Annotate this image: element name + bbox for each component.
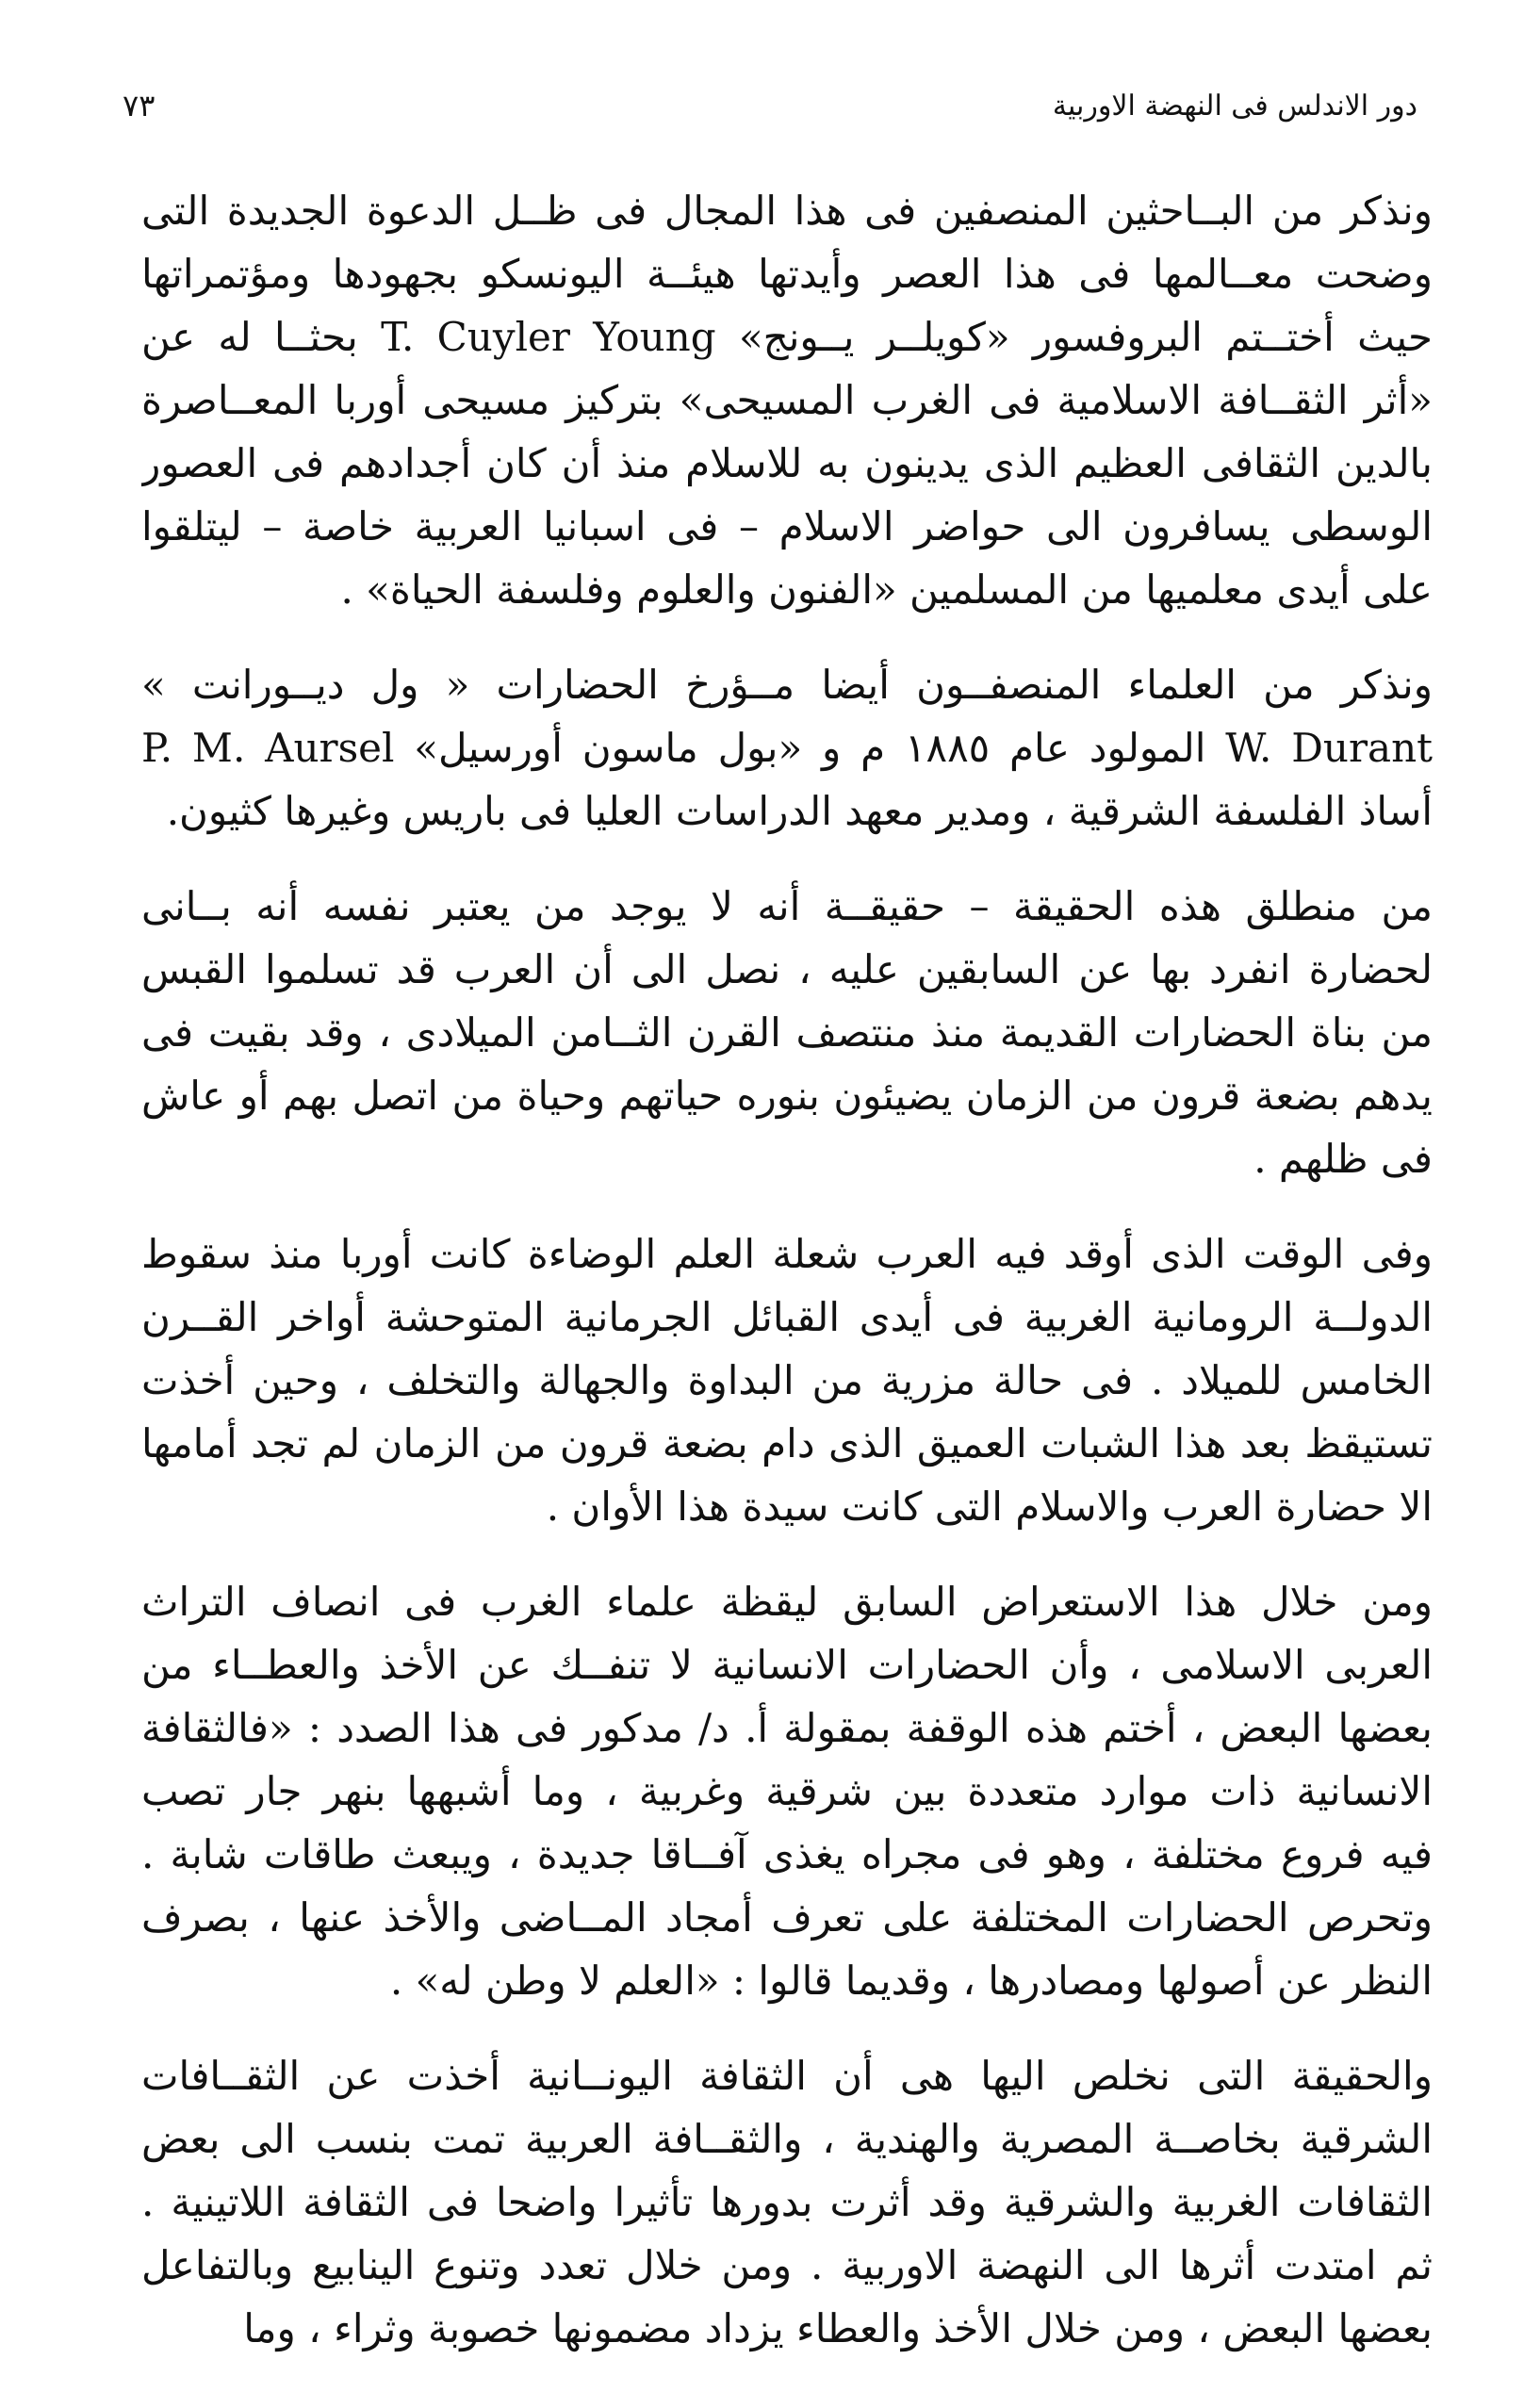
- running-title: دور الاندلس فى النهضة الاوربية: [1052, 89, 1417, 123]
- text-line: من بناة الحضارات القديمة منذ منتصف القرن الثــامن الميلادى ، وقد بقيت فى: [141, 1009, 1433, 1056]
- text-line: الثقافات الغربية والشرقية وقد أثرت بدورها تأثيرا واضحا فى الثقافة اللاتينية .: [141, 2179, 1433, 2225]
- text-line: الدولــة الرومانية الغربية فى أيدى القبائل الجرمانية المتوحشة أواخر القــرن: [141, 1294, 1433, 1340]
- page-number: ٧٣: [123, 88, 156, 123]
- text-line: وضحت معــالمها فى هذا العصر وأيدتها هيئــة اليونسكو بجهودها ومؤتمراتها: [141, 251, 1433, 297]
- text-line: وفى الوقت الذى أوقد فيه العرب شعلة العلم الوضاءة كانت أوربا منذ سقوط: [141, 1231, 1433, 1277]
- text-line: وتحرص الحضارات المختلفة على تعرف أمجاد المــاضى والأخذ عنها ، بصرف: [141, 1894, 1433, 1941]
- text-line: ثم امتدت أثرها الى النهضة الاوربية . ومن خلال تعدد وتنوع الينابيع وبالتفاعل: [141, 2242, 1433, 2288]
- text-line: الوسطى يسافرون الى حواضر الاسلام – فى اسبانيا العربية خاصة – ليتلقوا: [141, 503, 1433, 549]
- text-line: W. Durant المولود عام ١٨٨٥ م و «بول ماسون أورسيل» P. M. Aursel: [141, 725, 1433, 771]
- text-line: والحقيقة التى نخلص اليها هى أن الثقافة اليونــانية أخذت عن الثقــافات: [141, 2053, 1433, 2099]
- text-line: ونذكر من البــاحثين المنصفين فى هذا المجال فى ظــل الدعوة الجديدة التى: [141, 188, 1433, 234]
- text-line: فى ظلهم .: [1253, 1136, 1433, 1182]
- text-line: الا حضارة العرب والاسلام التى كانت سيدة هذا الأوان .: [546, 1483, 1433, 1530]
- paragraph: [141, 875, 1433, 1190]
- text-line: حيث أختــتم البروفسور «كويلــر يــونج» T. Cuyler Young بحثــا له عن: [141, 314, 1433, 360]
- text-line: من منطلق هذه الحقيقة – حقيقــة أنه لا يوجد من يعتبر نفسه أنه بــانى: [141, 883, 1433, 929]
- text-line: العربى الاسلامى ، وأن الحضارات الانسانية لا تنفــك عن الأخذ والعطــاء من: [141, 1642, 1433, 1688]
- text-line: فيه فروع مختلفة ، وهو فى مجراه يغذى آفــاقا جديدة ، ويبعث طاقات شابة .: [141, 1831, 1433, 1877]
- text-line: بعضها البعض ، أختم هذه الوقفة بمقولة أ. د/ مدكور فى هذا الصدد : «فالثقافة: [141, 1705, 1433, 1751]
- text-line: بالدين الثقافى العظيم الذى يدينون به للاسلام منذ أن كان أجدادهم فى العصور: [141, 440, 1433, 486]
- text-line: الخامس للميلاد . فى حالة مزرية من البداوة والجهالة والتخلف ، وحين أخذت: [141, 1357, 1433, 1403]
- page-header: [123, 77, 1417, 134]
- text-line: النظر عن أصولها ومصادرها ، وقديما قالوا : «العلم لا وطن له» .: [389, 1958, 1433, 2004]
- paragraph: [141, 2044, 1433, 2360]
- paragraph: [141, 653, 1433, 843]
- paragraph: [141, 1222, 1433, 1538]
- text-line: ونذكر من العلماء المنصفــون أيضا مــؤرخ الحضارات « ول ديــورانت »: [141, 662, 1433, 708]
- text-line: أساذ الفلسفة الشرقية ، ومدير معهد الدراسات العليا فى باريس وغيرها كثيون.: [166, 788, 1433, 834]
- text-line: يدهم بضعة قرون من الزمان يضيئون بنوره حياتهم وحياة من اتصل بهم أو عاش: [141, 1073, 1433, 1119]
- text-line: ومن خلال هذا الاستعراض السابق ليقظة علماء الغرب فى انصاف التراث: [141, 1579, 1433, 1625]
- text-line: الشرقية بخاصــة المصرية والهندية ، والثقــافة العربية تمت بنسب الى بعض: [141, 2116, 1433, 2162]
- text-line: على أيدى معلميها من المسلمين «الفنون والعلوم وفلسفة الحياة» .: [340, 566, 1433, 613]
- text-line: تستيقظ بعد هذا الشبات العميق الذى دام بضعة قرون من الزمان لم تجد أمامها: [141, 1420, 1433, 1466]
- paragraph: [141, 1570, 1433, 2012]
- text-line: الانسانية ذات موارد متعددة بين شرقية وغربية ، وما أشبهها بنهر جار تصب: [141, 1768, 1433, 1814]
- text-line: «أثر الثقــافة الاسلامية فى الغرب المسيحى» بتركيز مسيحى أوربا المعــاصرة: [141, 377, 1433, 423]
- paragraph: [141, 179, 1433, 621]
- text-line: لحضارة انفرد بها عن السابقين عليه ، نصل الى أن العرب قد تسلموا القبس: [141, 946, 1433, 992]
- page-body: [141, 179, 1433, 2392]
- text-line: بعضها البعض ، ومن خلال الأخذ والعطاء يزداد مضمونها خصوبة وثراء ، وما: [243, 2305, 1433, 2351]
